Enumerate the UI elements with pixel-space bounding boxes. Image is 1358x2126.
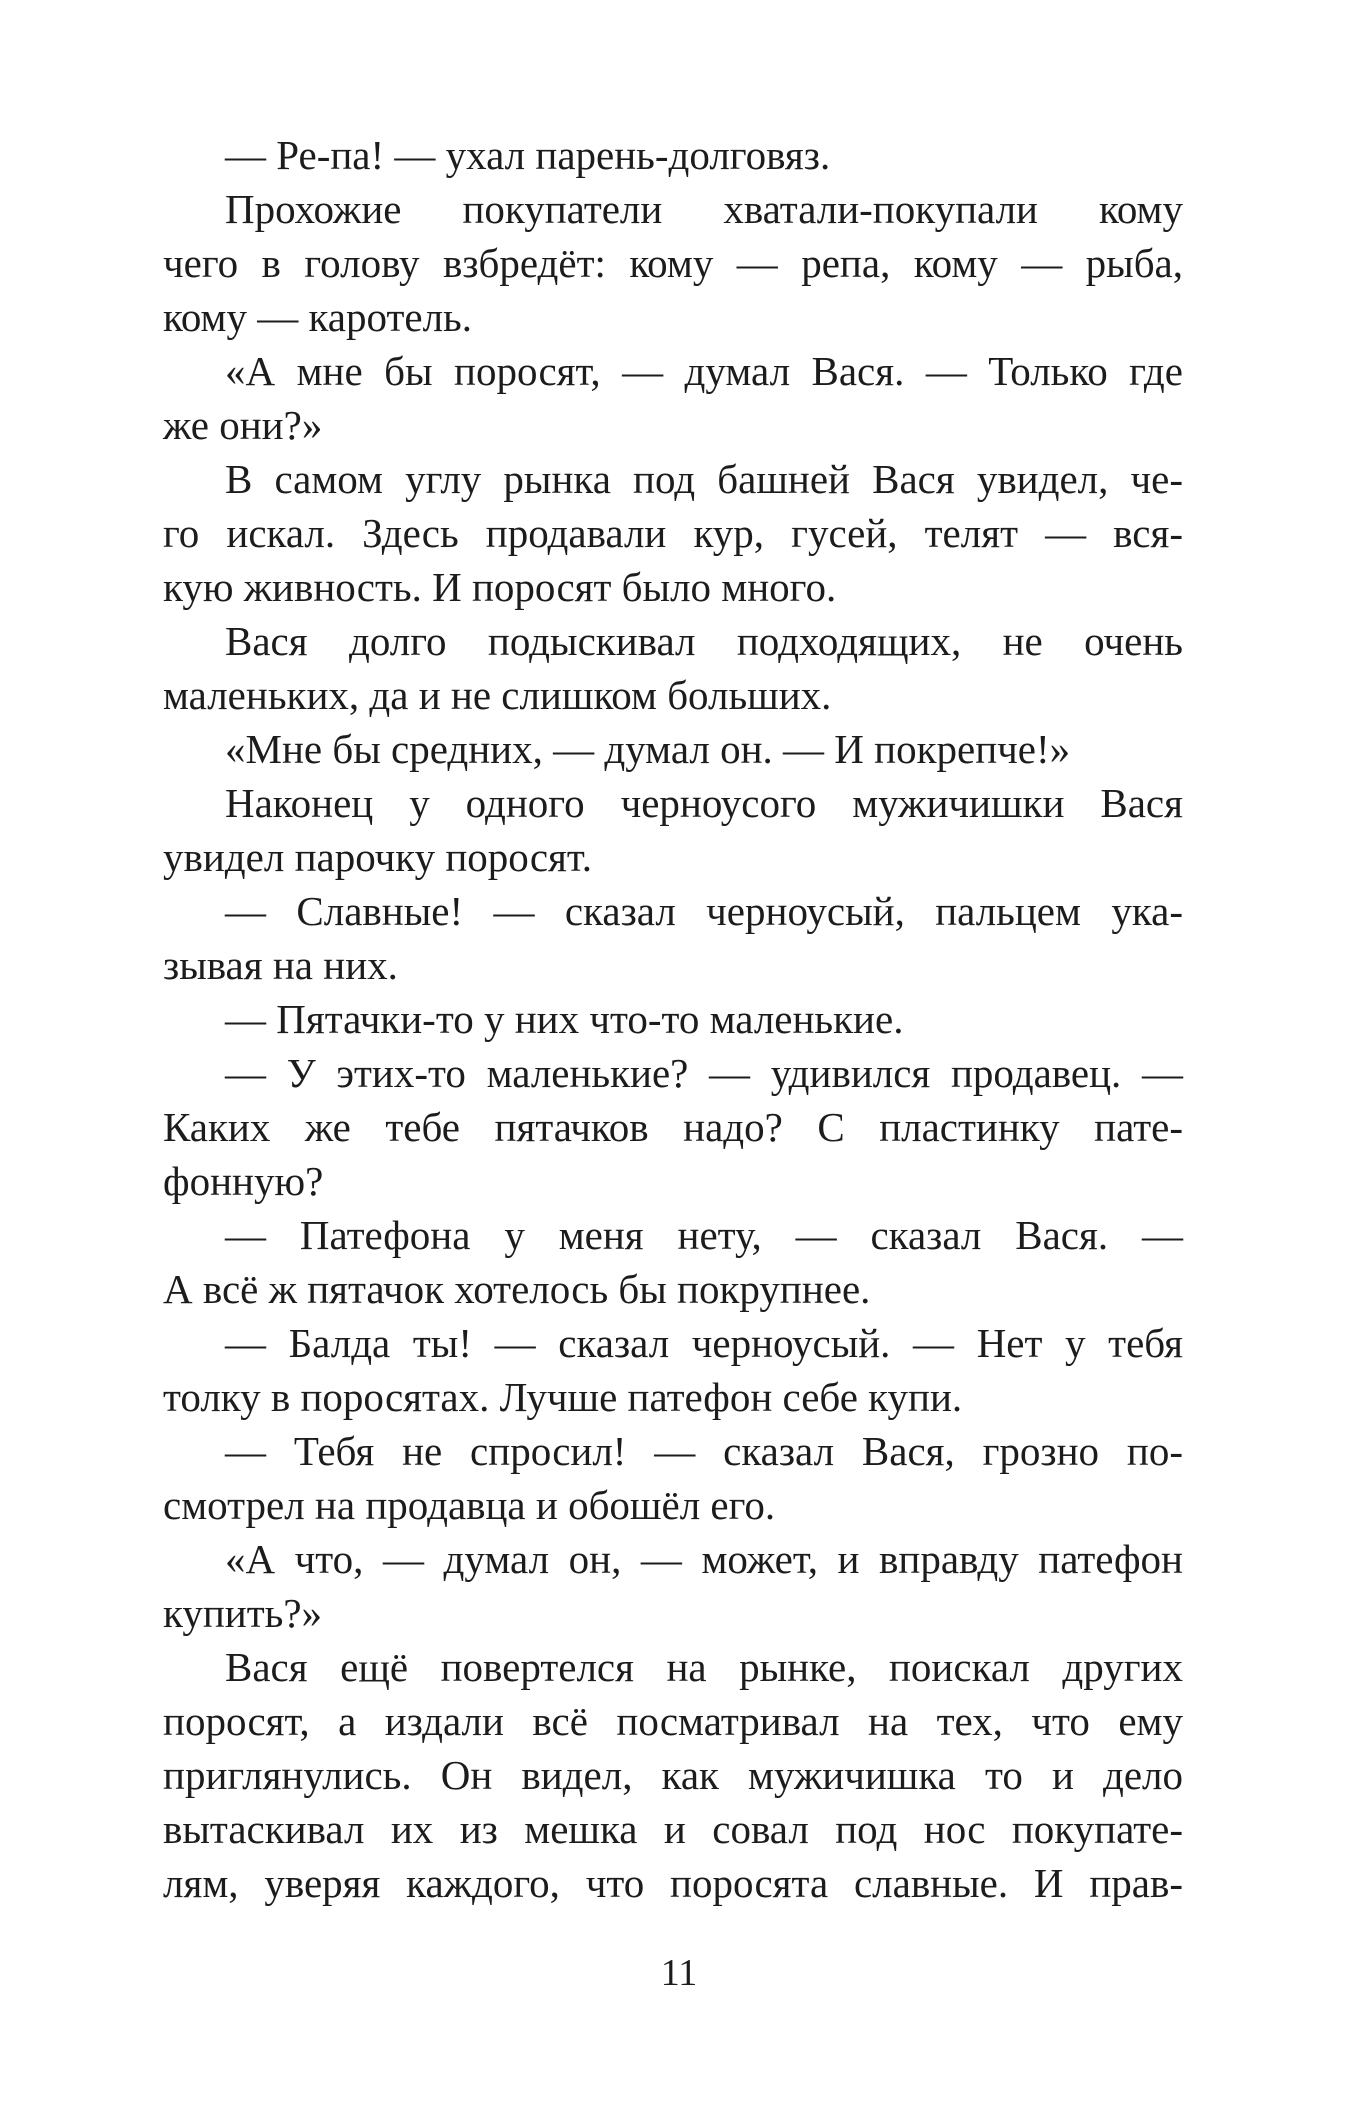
text-line: Наконец у одного черноусого мужичишки Вася bbox=[225, 780, 1183, 826]
text-line: Прохожие покупатели хватали-покупали кому bbox=[225, 186, 1183, 232]
text-line: кую живность. И поросят было много. bbox=[163, 564, 837, 610]
text-line: кому — каротель. bbox=[163, 294, 472, 340]
text-line: «А мне бы поросят, — думал Вася. — Только где bbox=[225, 348, 1183, 394]
text-line: вытаскивал их из мешка и совал под нос покупате- bbox=[163, 1806, 1183, 1852]
text-line: зывая на них. bbox=[163, 942, 398, 988]
text-line: поросят, а издали всё посматривал на тех, что ему bbox=[163, 1698, 1183, 1744]
text-line: лям, уверяя каждого, что поросята славные. И прав- bbox=[163, 1860, 1183, 1906]
text-line: В самом углу рынка под башней Вася увидел, че- bbox=[225, 456, 1183, 502]
text-line: — Ре-па! — ухал парень-долговяз. bbox=[225, 132, 831, 178]
text-line: — Патефона у меня нету, — сказал Вася. — bbox=[225, 1212, 1183, 1258]
text-line: — Пятачки-то у них что-то маленькие. bbox=[225, 996, 904, 1042]
text-line: — Тебя не спросил! — сказал Вася, грозно по- bbox=[225, 1428, 1183, 1474]
text-line: толку в поросятах. Лучше патефон себе купи. bbox=[163, 1374, 963, 1420]
text-line: Каких же тебе пятачков надо? С пластинку пате- bbox=[163, 1104, 1183, 1150]
text-line: «Мне бы средних, — думал он. — И покрепче!» bbox=[225, 726, 1071, 772]
text-line: А всё ж пятачок хотелось бы покрупнее. bbox=[163, 1266, 871, 1312]
text-line: чего в голову взбредёт: кому — репа, кому — рыба, bbox=[163, 240, 1183, 286]
text-line: смотрел на продавца и обошёл его. bbox=[163, 1482, 776, 1528]
page-number: 11 bbox=[660, 1952, 698, 1994]
text-line: — Славные! — сказал черноусый, пальцем ука- bbox=[225, 888, 1183, 934]
text-line: маленьких, да и не слишком больших. bbox=[163, 672, 832, 718]
text-line: же они?» bbox=[163, 402, 323, 448]
text-line: увидел парочку поросят. bbox=[163, 834, 592, 880]
text-line: купить?» bbox=[163, 1590, 323, 1636]
text-line: фонную? bbox=[163, 1158, 324, 1204]
text-line: «А что, — думал он, — может, и вправду патефон bbox=[225, 1536, 1183, 1582]
text-line: Вася ещё повертелся на рынке, поискал других bbox=[225, 1644, 1183, 1690]
text-line: — Балда ты! — сказал черноусый. — Нет у тебя bbox=[225, 1320, 1183, 1366]
text-line: — У этих-то маленькие? — удивился продавец. — bbox=[225, 1050, 1183, 1096]
text-line: приглянулись. Он видел, как мужичишка то и дело bbox=[163, 1752, 1183, 1798]
book-page-text bbox=[163, 128, 1183, 1910]
text-line: го искал. Здесь продавали кур, гусей, телят — вся- bbox=[163, 510, 1183, 556]
text-line: Вася долго подыскивал подходящих, не очень bbox=[225, 618, 1183, 664]
